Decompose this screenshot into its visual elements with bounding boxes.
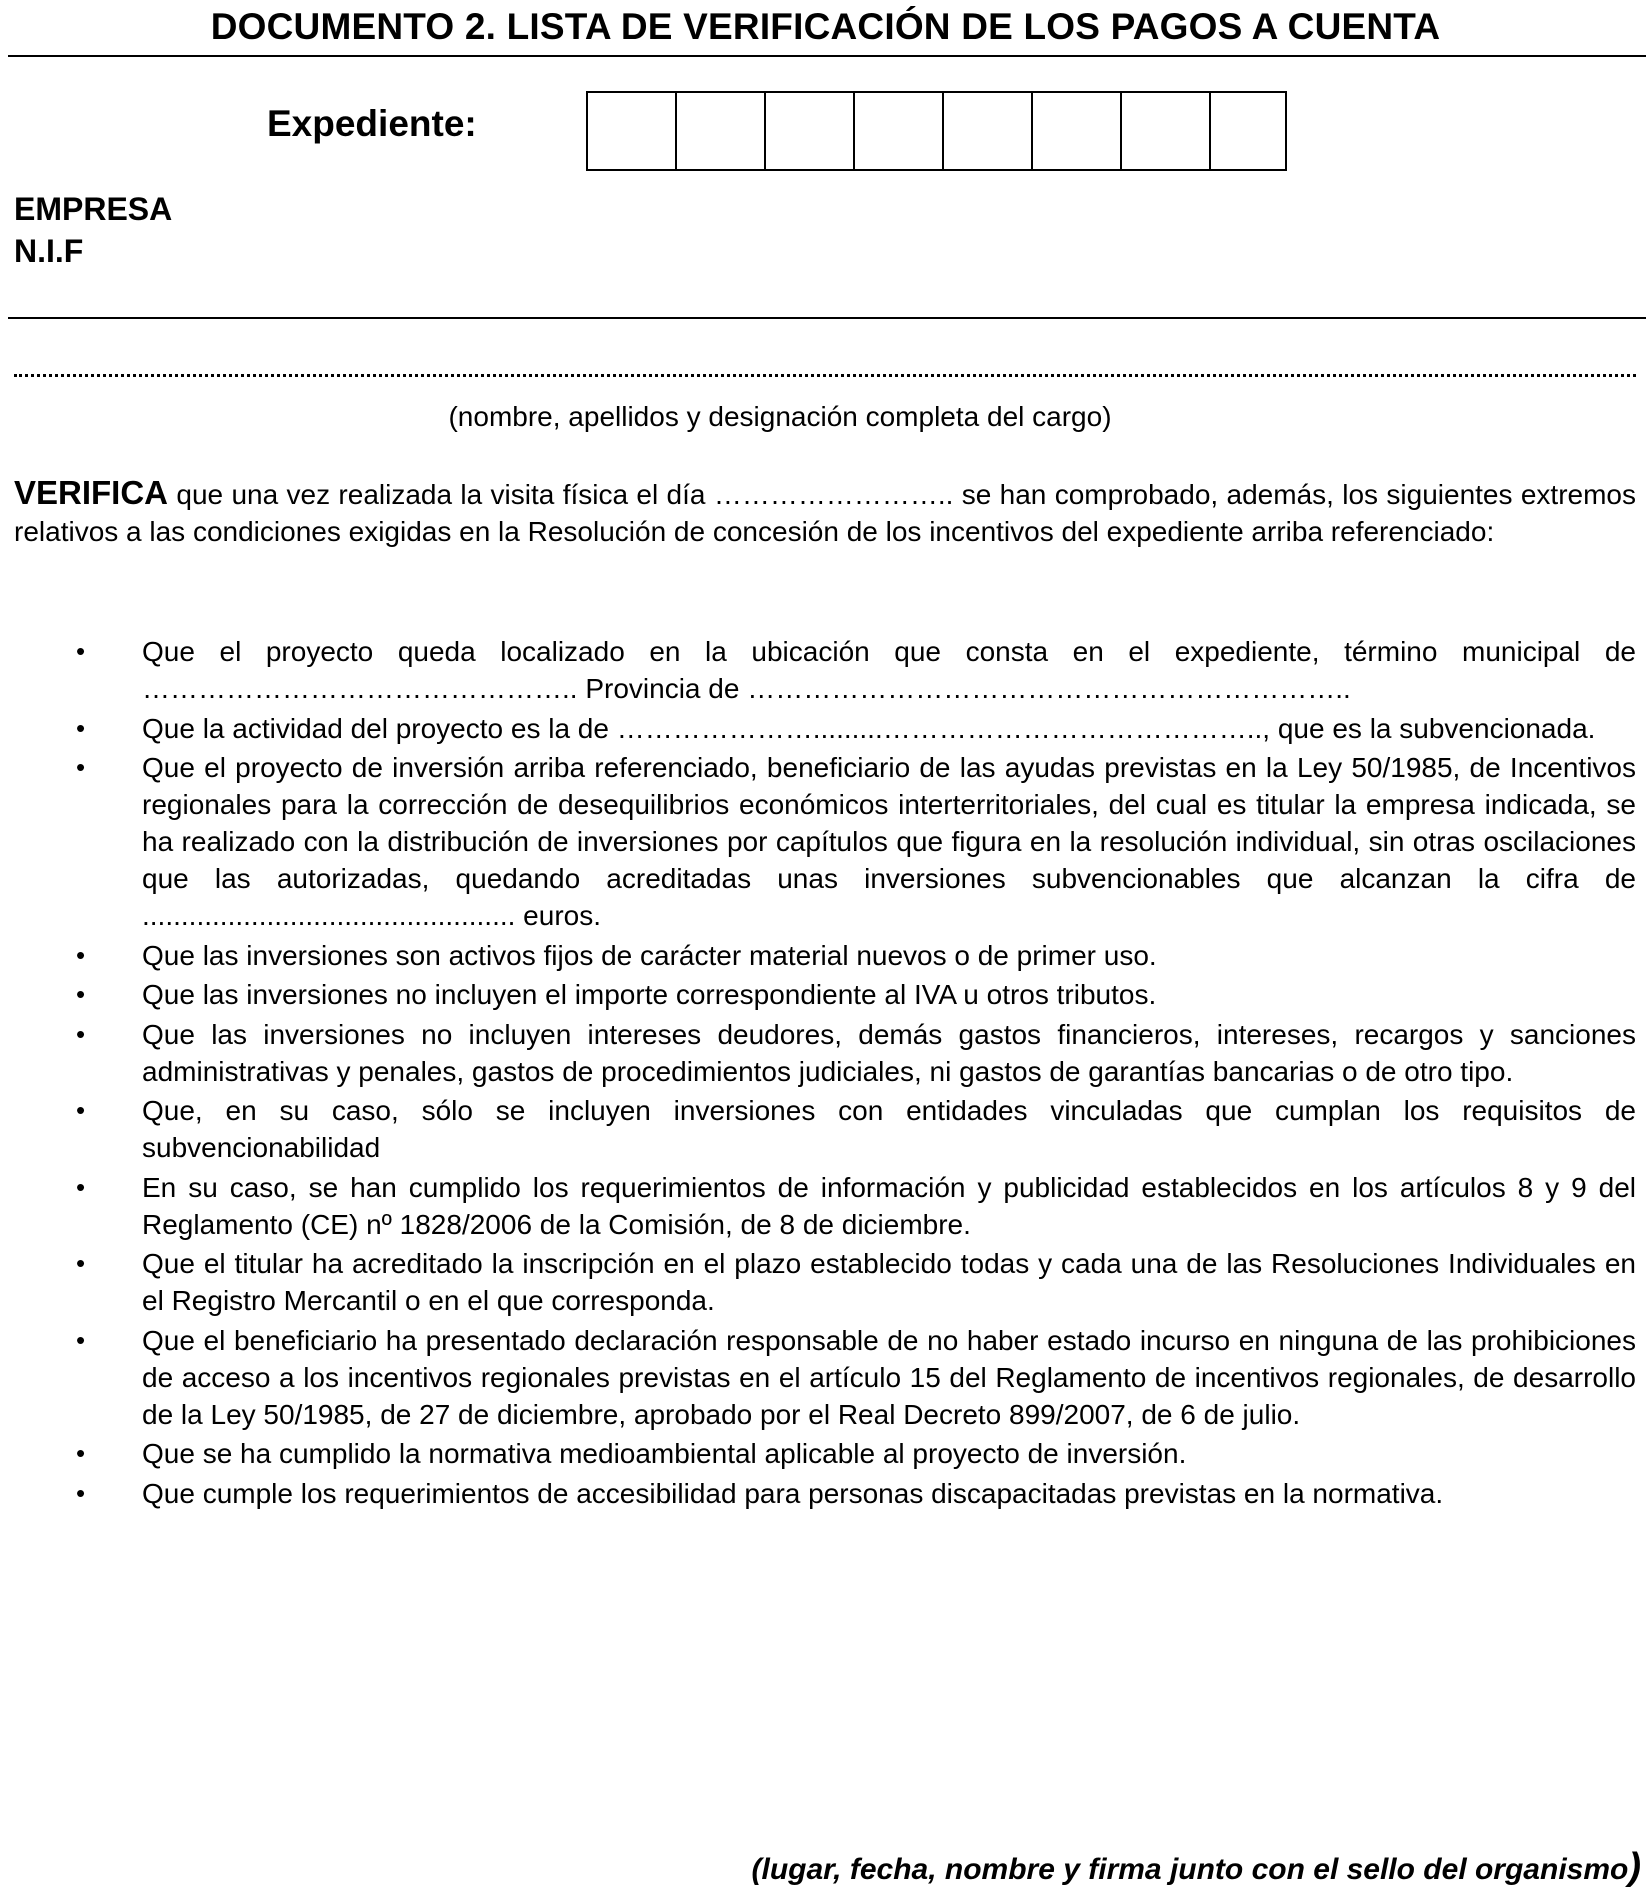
- list-item: [0, 1016, 1651, 1090]
- nif-label: N.I.F: [14, 233, 84, 269]
- list-item: [0, 1169, 1651, 1243]
- bullet-icon: •: [76, 1477, 86, 1508]
- list-item: [0, 1322, 1651, 1433]
- list-item: [0, 937, 1651, 974]
- name-dotted-line[interactable]: [14, 368, 1636, 377]
- list-item: [0, 633, 1651, 707]
- list-item-text: Que la actividad del proyecto es la de ………………….........………………………………….., que es la subvencionada.: [142, 712, 1596, 744]
- bullet-icon: •: [76, 1248, 86, 1278]
- bullet-icon: •: [76, 1438, 86, 1468]
- bullet-icon: •: [76, 636, 86, 666]
- verifica-lead: VERIFICA: [14, 474, 169, 511]
- expediente-box[interactable]: [1033, 93, 1122, 169]
- signature-caption-text: (lugar, fecha, nombre y firma junto con el sello del organismo: [751, 1853, 1629, 1886]
- list-item: [0, 710, 1651, 747]
- empresa-label: EMPRESA: [14, 191, 173, 227]
- bullet-icon: •: [76, 979, 86, 1009]
- list-item-text: Que el beneficiario ha presentado declaración responsable de no haber estado incurso en ninguna de las prohibiciones de acceso a los incentivos regionales previstas en el artículo 15 del Reglamento de incentivos regionales, de desarrollo de la Ley 50/1985, de 27 de diciembre, aprobado por el Real Decreto 899/2007, de 6 de julio.: [142, 1324, 1636, 1430]
- list-item-text: En su caso, se han cumplido los requerimientos de información y publicidad establecidos en los artículos 8 y 9 del Reglamento (CE) nº 1828/2006 de la Comisión, de 8 de diciembre.: [142, 1171, 1636, 1240]
- verification-list: [0, 633, 1651, 1514]
- expediente-boxes: [586, 91, 1287, 171]
- list-item-text: Que las inversiones son activos fijos de carácter material nuevos o de primer uso.: [142, 939, 1157, 971]
- expediente-box[interactable]: [588, 93, 677, 169]
- list-item-text: Que se ha cumplido la normativa medioambiental aplicable al proyecto de inversión.: [142, 1438, 1187, 1469]
- list-item-text: Que las inversiones no incluyen intereses deudores, demás gastos financieros, intereses, recargos y sanciones administrativas y penales, gastos de procedimientos judiciales, ni gastos de garantías bancarias o de otro tipo.: [142, 1018, 1636, 1087]
- expediente-box[interactable]: [944, 93, 1033, 169]
- list-item: [0, 749, 1651, 934]
- document-title: DOCUMENTO 2. LISTA DE VERIFICACIÓN DE LOS PAGOS A CUENTA: [210, 6, 1441, 47]
- list-item-text: Que el titular ha acreditado la inscripción en el plazo establecido todas y cada una de las Resoluciones Individuales en el Registro Mercantil o en el que corresponda.: [142, 1248, 1636, 1316]
- signature-caption-close: ): [1628, 1846, 1641, 1888]
- bullet-icon: •: [76, 1095, 86, 1125]
- list-item-text: Que el proyecto queda localizado en la ubicación que consta en el expediente, término municipal de ……………………………………….. Provincia de ………………………………………………………..: [142, 636, 1636, 704]
- expediente-box[interactable]: [855, 93, 944, 169]
- bullet-icon: •: [76, 1171, 86, 1202]
- expediente-box[interactable]: [1211, 93, 1287, 169]
- list-item: [0, 1092, 1651, 1166]
- expediente-box[interactable]: [1122, 93, 1211, 169]
- expediente-box[interactable]: [677, 93, 766, 169]
- list-item-text: Que las inversiones no incluyen el importe correspondiente al IVA u otros tributos.: [142, 979, 1157, 1010]
- list-item: [0, 1245, 1651, 1319]
- mid-divider: [8, 317, 1646, 319]
- list-item-text: Que el proyecto de inversión arriba referenciado, beneficiario de las ayudas previstas en la Ley 50/1985, de Incentivos regionales para la corrección de desequilibrios económicos interterritoriales, del cual es titular la empresa indicada, se ha realizado con la distribución de inversiones por capítulos que figura en la resolución individual, sin otras oscilaciones que las autorizadas, quedando acreditadas unas inversiones subvencionables que alcanzan la cifra de ................................................ euros.: [142, 752, 1636, 931]
- bullet-icon: •: [76, 1324, 86, 1355]
- list-item: [0, 1475, 1651, 1512]
- top-divider: [8, 55, 1646, 57]
- bullet-icon: •: [76, 712, 86, 743]
- list-item-text: Que cumple los requerimientos de accesibilidad para personas discapacitadas previstas en la normativa.: [142, 1477, 1444, 1509]
- cargo-caption: (nombre, apellidos y designación completa del cargo): [448, 401, 1112, 432]
- verifica-paragraph: [14, 474, 1636, 550]
- signature-caption: [752, 1846, 1642, 1889]
- expediente-label: Expediente:: [267, 103, 477, 144]
- expediente-box[interactable]: [766, 93, 855, 169]
- verifica-text: que una vez realizada la visita física el día …………………….. se han comprobado, además, los siguientes extremos relativos a las condiciones exigidas en la Resolución de concesión de los incentivos del expediente arriba referenciado:: [14, 479, 1636, 547]
- bullet-icon: •: [76, 752, 86, 782]
- list-item-text: Que, en su caso, sólo se incluyen inversiones con entidades vinculadas que cumplan los requisitos de subvencionabilidad: [142, 1095, 1636, 1163]
- bullet-icon: •: [76, 1018, 86, 1049]
- list-item: [0, 1435, 1651, 1472]
- list-item: [0, 976, 1651, 1013]
- bullet-icon: •: [76, 939, 86, 970]
